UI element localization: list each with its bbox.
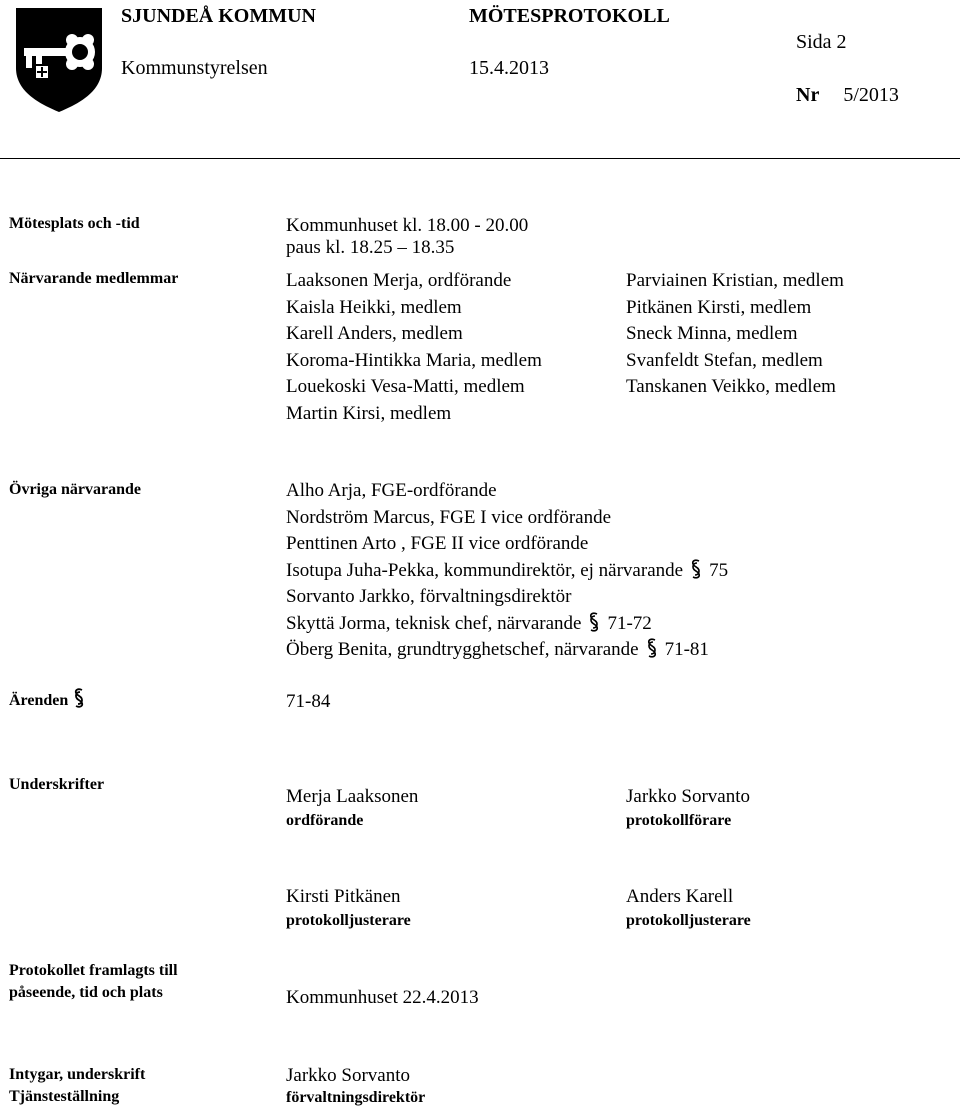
section-sign-icon — [74, 688, 84, 710]
meeting-date: 15.4.2013 — [469, 57, 549, 79]
published-label: Protokollet framlagts till påseende, tid och plats — [9, 962, 178, 1001]
member-item: Louekoski Vesa-Matti, medlem — [286, 376, 525, 397]
member-item: Sneck Minna, medlem — [626, 323, 798, 344]
signature-name-adjuster-2: Anders Karell — [626, 886, 734, 907]
member-item: Karell Anders, medlem — [286, 323, 463, 344]
meeting-time: Kommunhuset kl. 18.00 - 20.00 — [286, 215, 529, 236]
certificate-role: förvaltningsdirektör — [286, 1089, 426, 1106]
meeting-place-label: Mötesplats och -tid — [9, 215, 140, 232]
section-sign-icon — [589, 611, 599, 638]
members-column-1 — [286, 268, 542, 427]
signature-role-chair: ordförande — [286, 812, 364, 829]
page-number: Sida 2 — [796, 31, 847, 53]
matters-label: Ärenden — [9, 688, 92, 710]
member-item: Tanskanen Veikko, medlem — [626, 376, 836, 397]
others-item: Sorvanto Jarkko, förvaltningsdirektör — [286, 586, 572, 607]
signature-name-chair: Merja Laaksonen — [286, 786, 419, 807]
others-list — [286, 478, 728, 664]
document-type: MÖTESPROTOKOLL — [469, 5, 670, 27]
member-item: Laaksonen Merja, ordförande — [286, 270, 512, 291]
others-item: Nordström Marcus, FGE I vice ordförande — [286, 506, 612, 528]
member-item: Koroma-Hintikka Maria, medlem — [286, 349, 542, 371]
matters-value: 71-84 — [286, 691, 331, 712]
municipality-name: SJUNDEÅ KOMMUN — [121, 5, 316, 27]
committee-name: Kommunstyrelsen — [121, 57, 268, 79]
others-item: Öberg Benita, grundtrygghetschef, närvarande 71-81 — [286, 637, 728, 664]
meeting-pause: paus kl. 18.25 – 18.35 — [286, 237, 455, 258]
section-sign-icon — [691, 558, 701, 585]
member-item: Parviainen Kristian, medlem — [626, 270, 844, 291]
signature-role-adjuster-2: protokolljusterare — [626, 912, 751, 929]
meeting-place-value — [286, 215, 528, 259]
header-divider — [0, 158, 960, 159]
coat-of-arms-key-icon — [14, 6, 104, 114]
member-item: Svanfeldt Stefan, medlem — [626, 349, 823, 371]
section-sign-icon — [647, 637, 657, 664]
others-label: Övriga närvarande — [9, 481, 141, 498]
members-column-2 — [626, 268, 844, 401]
protocol-number — [796, 84, 899, 107]
published-value: Kommunhuset 22.4.2013 — [286, 987, 479, 1008]
member-item: Kaisla Heikki, medlem — [286, 296, 462, 318]
protocol-number-value: 5/2013 — [843, 84, 899, 106]
others-item: Penttinen Arto , FGE II vice ordförande — [286, 533, 589, 554]
protocol-number-label: Nr — [796, 84, 820, 106]
member-item: Pitkänen Kirsti, medlem — [626, 296, 812, 318]
others-item: Isotupa Juha-Pekka, kommundirektör, ej närvarande 75 — [286, 558, 728, 585]
others-item: Alho Arja, FGE-ordförande — [286, 480, 497, 501]
signatures-label: Underskrifter — [9, 776, 105, 793]
signature-role-secretary: protokollförare — [626, 812, 732, 829]
member-item: Martin Kirsi, medlem — [286, 402, 452, 424]
others-item: Skyttä Jorma, teknisk chef, närvarande 71-72 — [286, 611, 728, 638]
certificate-name: Jarkko Sorvanto — [286, 1065, 411, 1086]
signature-name-adjuster-1: Kirsti Pitkänen — [286, 886, 401, 907]
signature-name-secretary: Jarkko Sorvanto — [626, 786, 751, 807]
signature-role-adjuster-1: protokolljusterare — [286, 912, 411, 929]
members-label: Närvarande medlemmar — [9, 270, 179, 287]
certificate-label: Intygar, underskrift Tjänsteställning — [9, 1066, 146, 1105]
